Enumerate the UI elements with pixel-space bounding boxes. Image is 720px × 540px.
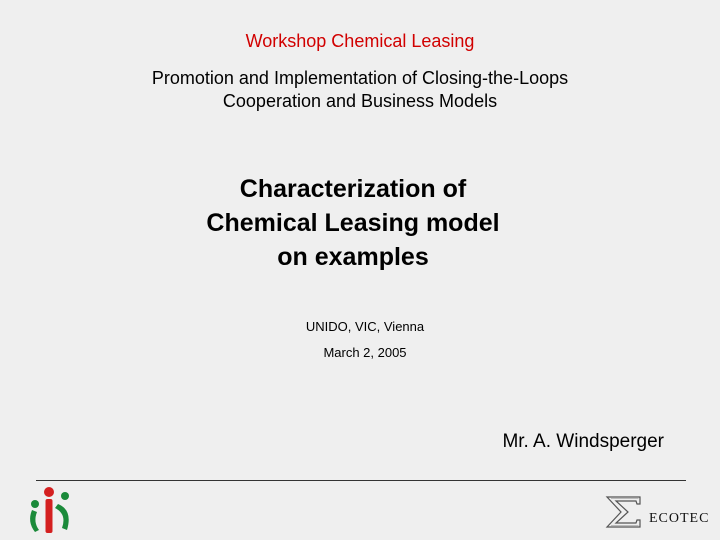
- subtitle-line: Cooperation and Business Models: [222, 91, 498, 111]
- presenter-name: Mr. A. Windsperger: [502, 431, 664, 452]
- title-line: Chemical Leasing model: [206, 209, 500, 237]
- title-line: on examples: [277, 243, 429, 271]
- ecotec-label: ECOTEC: [649, 511, 710, 526]
- venue-text: UNIDO, VIC, Vienna: [305, 319, 425, 334]
- date-text: March 2, 2005: [323, 345, 407, 360]
- unido-people-logo-icon: [27, 482, 87, 538]
- presentation-title: [0, 172, 706, 274]
- footer-divider: [36, 480, 686, 481]
- ecotec-logo: [604, 494, 720, 530]
- workshop-subtitle: [0, 67, 720, 113]
- title-line: Characterization of: [239, 175, 467, 203]
- workshop-title: Workshop Chemical Leasing: [245, 31, 475, 51]
- subtitle-line: Promotion and Implementation of Closing-the-Loops: [151, 68, 569, 88]
- sigma-logo-icon: [604, 494, 644, 530]
